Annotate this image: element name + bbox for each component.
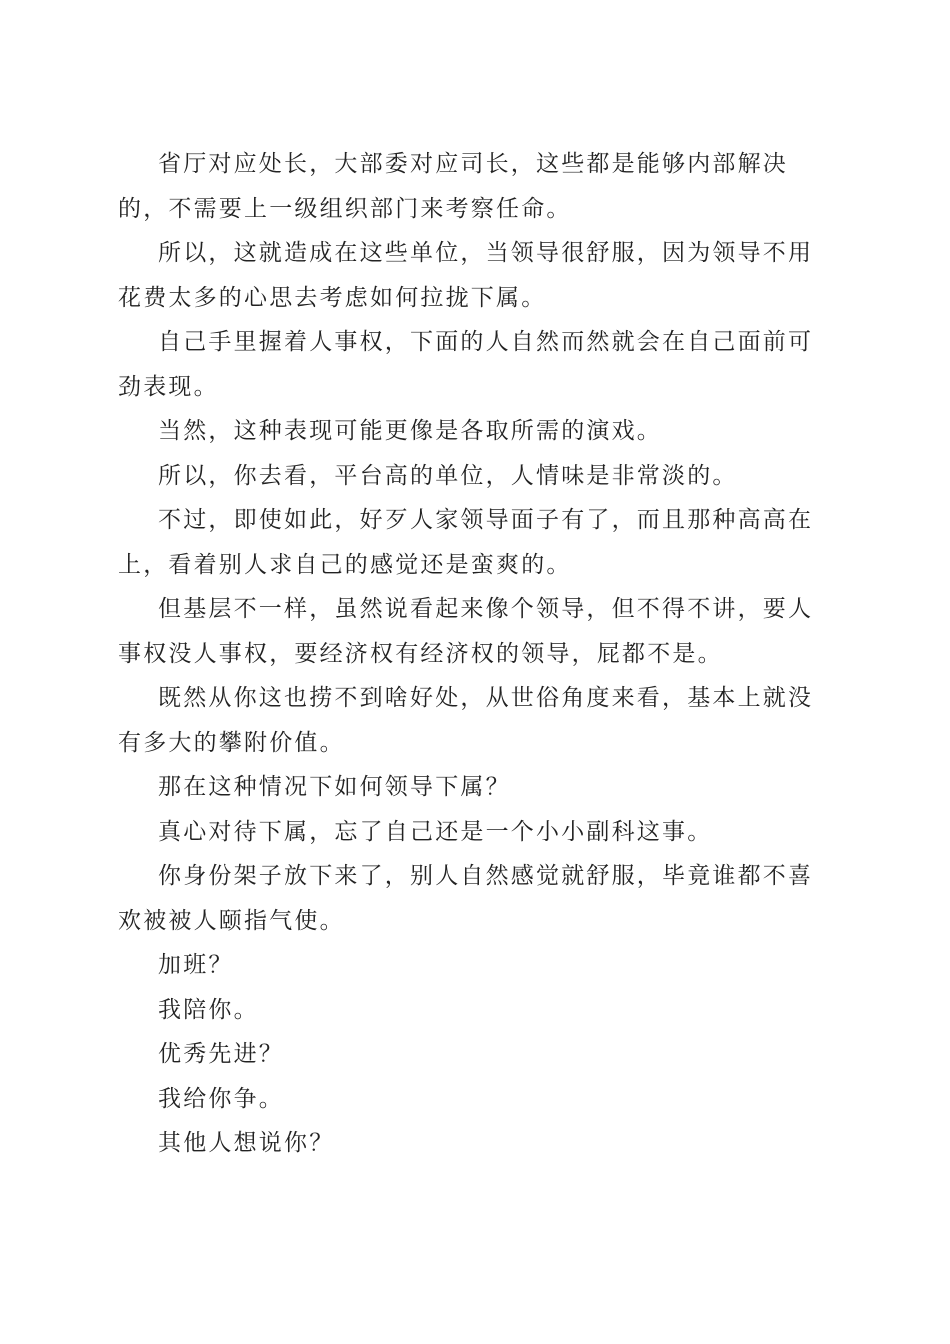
- paragraph-14: 优秀先进？: [158, 1041, 284, 1067]
- paragraph-16: 其他人想说你？: [158, 1130, 335, 1156]
- paragraph-4: 当然，这种表现可能更像是各取所需的演戏。: [158, 418, 662, 444]
- paragraph-8: 既然从你这也捞不到啥好处，从世俗角度来看，基本上就没有多大的攀附价值。: [118, 685, 814, 756]
- paragraph-5: 所以，你去看，平台高的单位，人情味是非常淡的。: [158, 462, 738, 489]
- paragraph-7: 但基层不一样，虽然说看起来像个领导，但不得不讲，要人事权没人事权，要经济权有经济权的领导，屁都不是。: [118, 596, 814, 667]
- paragraph-12: 加班？: [158, 952, 234, 978]
- paragraph-15: 我给你争。: [158, 1085, 284, 1112]
- paragraph-2: 所以，这就造成在这些单位，当领导很舒服，因为领导不用花费太多的心思去考虑如何拉拢下属。: [118, 240, 814, 311]
- paragraph-13: 我陪你。: [158, 996, 259, 1023]
- paragraph-11: 你身份架子放下来了，别人自然感觉就舒服，毕竟谁都不喜欢被被人颐指气使。: [118, 863, 814, 934]
- paragraph-9: 那在这种情况下如何领导下属？: [158, 774, 511, 800]
- paragraph-1: 省厅对应处长，大部委对应司长，这些都是能够内部解决的，不需要上一级组织部门来考察任命。: [118, 151, 788, 222]
- paragraph-6: 不过，即使如此，好歹人家领导面子有了，而且那种高高在上，看着别人求自己的感觉还是蛮爽的。: [118, 507, 814, 578]
- paragraph-3: 自己手里握着人事权，下面的人自然而然就会在自己面前可劲表现。: [118, 329, 814, 400]
- paragraph-10: 真心对待下属，忘了自己还是一个小小副科这事。: [158, 818, 713, 845]
- document-body: [118, 142, 834, 1166]
